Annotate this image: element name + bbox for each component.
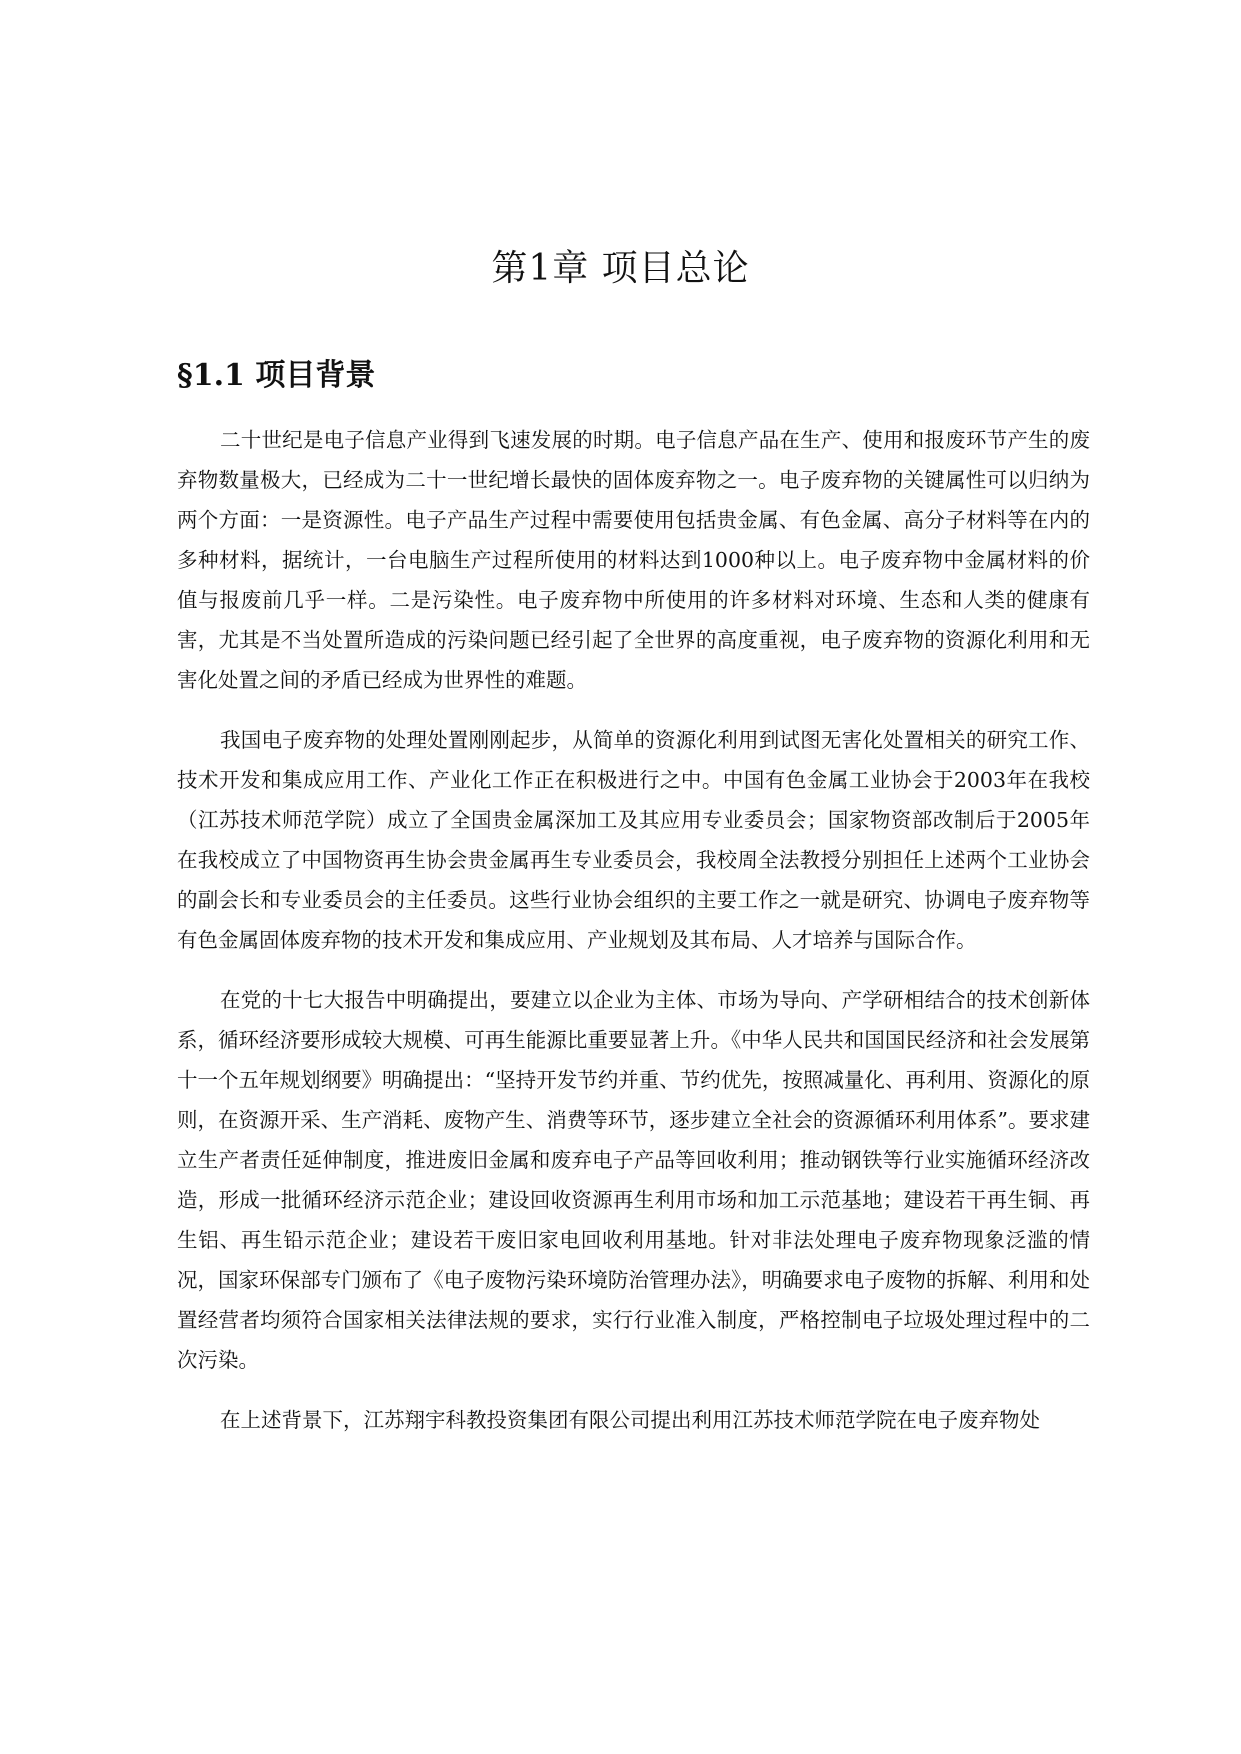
section-title: §1.1 项目背景: [177, 358, 376, 393]
paragraph: 二十世纪是电子信息产业得到飞速发展的时期。电子信息产品在生产、使用和报废环节产生的废弃物数量极大，已经成为二十一世纪增长最快的固体废弃物之一。电子废弃物的关键属性可以归纳为两个方面：一是资源性。电子产品生产过程中需要使用包括贵金属、有色金属、高分子材料等在内的多种材料，据统计，一台电脑生产过程所使用的材料达到1000种以上。电子废弃物中金属材料的价值与报废前几乎一样。二是污染性。电子废弃物中所使用的许多材料对环境、生态和人类的健康有害，尤其是不当处置所造成的污染问题已经引起了全世界的高度重视，电子废弃物的资源化利用和无害化处置之间的矛盾已经成为世界性的难题。: [177, 428, 1090, 692]
body-text: [177, 420, 1090, 1460]
chapter-title: 第1章 项目总论: [491, 248, 750, 289]
paragraph: 在党的十七大报告中明确提出，要建立以企业为主体、市场为导向、产学研相结合的技术创新体系，循环经济要形成较大规模、可再生能源比重要显著上升。《中华人民共和国国民经济和社会发展第十一个五年规划纲要》明确提出：“坚持开发节约并重、节约优先，按照减量化、再利用、资源化的原则，在资源开采、生产消耗、废物产生、消费等环节，逐步建立全社会的资源循环利用体系”。要求建立生产者责任延伸制度，推进废旧金属和废弃电子产品等回收利用；推动钢铁等行业实施循环经济改造，形成一批循环经济示范企业；建设回收资源再生利用市场和加工示范基地；建设若干再生铜、再生铝、再生铅示范企业；建设若干废旧家电回收利用基地。针对非法处理电子废弃物现象泛滥的情况，国家环保部专门颁布了《电子废物污染环境防治管理办法》，明确要求电子废物的拆解、利用和处置经营者均须符合国家相关法律法规的要求，实行行业准入制度，严格控制电子垃圾处理过程中的二次污染。: [177, 988, 1090, 1372]
paragraph: 在上述背景下，江苏翔宇科教投资集团有限公司提出利用江苏技术师范学院在电子废弃物处: [220, 1408, 1040, 1432]
paragraph: 我国电子废弃物的处理处置刚刚起步，从简单的资源化利用到试图无害化处置相关的研究工作、技术开发和集成应用工作、产业化工作正在积极进行之中。中国有色金属工业协会于2003年在我校（江苏技术师范学院）成立了全国贵金属深加工及其应用专业委员会；国家物资部改制后于2005年在我校成立了中国物资再生协会贵金属再生专业委员会，我校周全法教授分别担任上述两个工业协会的副会长和专业委员会的主任委员。这些行业协会组织的主要工作之一就是研究、协调电子废弃物等有色金属固体废弃物的技术开发和集成应用、产业规划及其布局、人才培养与国际合作。: [177, 728, 1090, 952]
